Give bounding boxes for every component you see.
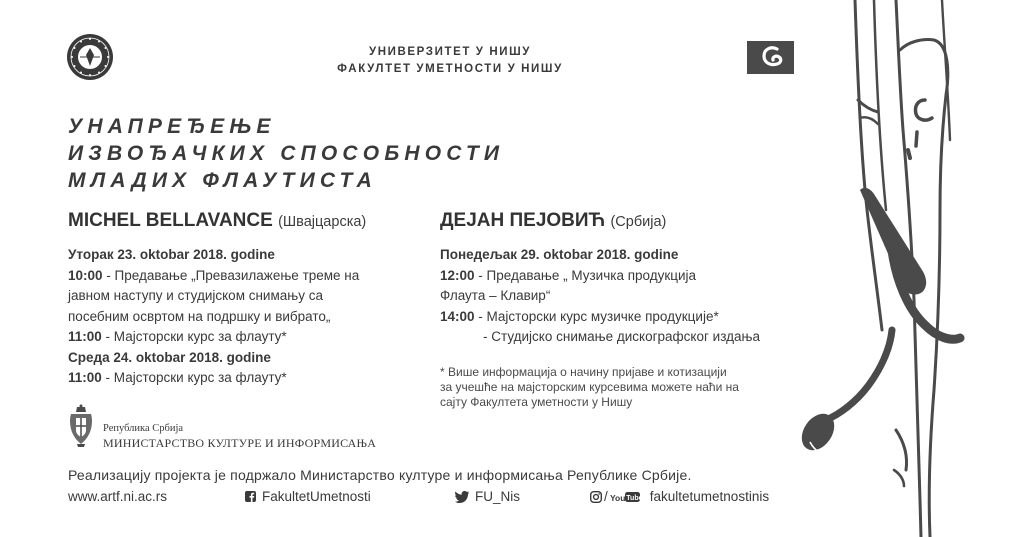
schedule-text: - Предавање „Превазилажење треме на <box>102 267 360 283</box>
instagram-icon <box>590 491 602 503</box>
note-line: за учешће на мајсторским курсевима можете наћи на <box>440 380 739 394</box>
schedule-text-cont: јавном наступу и студијском снимању са <box>68 288 323 303</box>
schedule-time: 14:00 <box>440 308 475 324</box>
twitter-icon <box>455 491 469 503</box>
schedule-item <box>68 368 359 389</box>
lecturer-country: (Србија) <box>610 214 667 230</box>
university-header <box>330 44 570 78</box>
schedule-text-cont: посебним освртом на подршку и вибрато„ <box>68 308 331 324</box>
lecturer-name-right <box>440 210 666 232</box>
schedule-text-cont: Флаута – Клавир“ <box>440 288 551 303</box>
schedule-time: 11:00 <box>68 370 102 385</box>
coat-of-arms-icon <box>68 404 94 448</box>
twitter-handle[interactable]: FU_Nis <box>475 489 521 504</box>
schedule-right <box>440 245 760 348</box>
schedule-text: - Предавање „ Музичка продукција <box>474 267 697 283</box>
schedule-text: - Мајсторски курс музичке продукције* <box>474 308 719 324</box>
university-name: УНИВЕРЗИТЕТ У НИШУ <box>368 46 532 58</box>
support-statement: Реализацију пројекта је подржало Министарство културе и информисања Републике Србије. <box>68 467 692 483</box>
website-link[interactable] <box>68 489 167 504</box>
lecturer-name: MICHEL BELLAVANCE <box>68 210 273 231</box>
schedule-time: 12:00 <box>440 267 475 283</box>
republic-label: Република Србија <box>103 423 184 434</box>
lecturer-name-left <box>68 210 366 232</box>
facebook-icon <box>245 491 256 502</box>
lecturer-name: ДЕЈАН ПЕЈОВИЋ <box>440 210 606 231</box>
schedule-item <box>440 266 760 287</box>
schedule-day: Уторак 23. oktobar 2018. godine <box>68 247 275 262</box>
ministry-block <box>103 422 376 451</box>
ministry-name: МИНИСТАРСТВО КУЛТУРЕ И ИНФОРМИСАЊА <box>103 436 377 450</box>
schedule-day: Среда 24. oktobar 2018. godine <box>68 349 271 365</box>
instagram-handle[interactable]: fakultetumetnostinis <box>649 489 770 504</box>
title-line-3: МЛАДИХ ФЛАУТИСТА <box>68 169 378 192</box>
youtube-badge-you: You <box>609 492 626 503</box>
youtube-icon <box>609 491 643 503</box>
schedule-text-cont: - Студијско снимање дискографског издања <box>483 329 760 344</box>
flute-artwork <box>800 0 1024 537</box>
schedule-item <box>68 327 359 348</box>
schedule-left <box>68 245 359 389</box>
university-seal-icon <box>66 33 114 81</box>
info-note <box>440 365 739 410</box>
title-line-2: ИЗВОЂАЧКИХ СПОСОБНОСТИ <box>68 142 505 165</box>
youtube-badge-tube: Tube <box>626 494 643 502</box>
schedule-text: - Мајсторски курс за флауту* <box>101 329 287 344</box>
schedule-item <box>68 266 359 287</box>
schedule-time: 11:00 <box>68 329 102 344</box>
facebook-link[interactable] <box>245 489 371 504</box>
note-line: * Више информација о начину пријаве и котизацији <box>440 365 727 379</box>
website-text[interactable]: www.artf.ni.ac.rs <box>68 489 168 504</box>
schedule-text: - Мајсторски курс за флауту* <box>101 370 287 385</box>
faculty-logo-icon <box>747 41 794 74</box>
faculty-name: ФАКУЛТЕТ УМЕТНОСТИ У НИШУ <box>337 63 563 75</box>
title-line-1: УНАПРЕЂЕЊЕ <box>68 115 276 138</box>
instagram-youtube-link[interactable]: / You Tube fakultetumetnostinis <box>590 489 769 504</box>
facebook-handle[interactable]: FakultetUmetnosti <box>262 489 371 504</box>
event-title <box>68 113 504 194</box>
schedule-time: 10:00 <box>68 267 103 283</box>
note-line: сајту Факултета уметности у Нишу <box>440 395 633 409</box>
twitter-link[interactable] <box>455 489 520 504</box>
schedule-day: Понедељак 29. oktobar 2018. godine <box>440 247 679 262</box>
lecturer-country: (Швајцарска) <box>278 214 367 230</box>
schedule-item <box>440 307 760 328</box>
